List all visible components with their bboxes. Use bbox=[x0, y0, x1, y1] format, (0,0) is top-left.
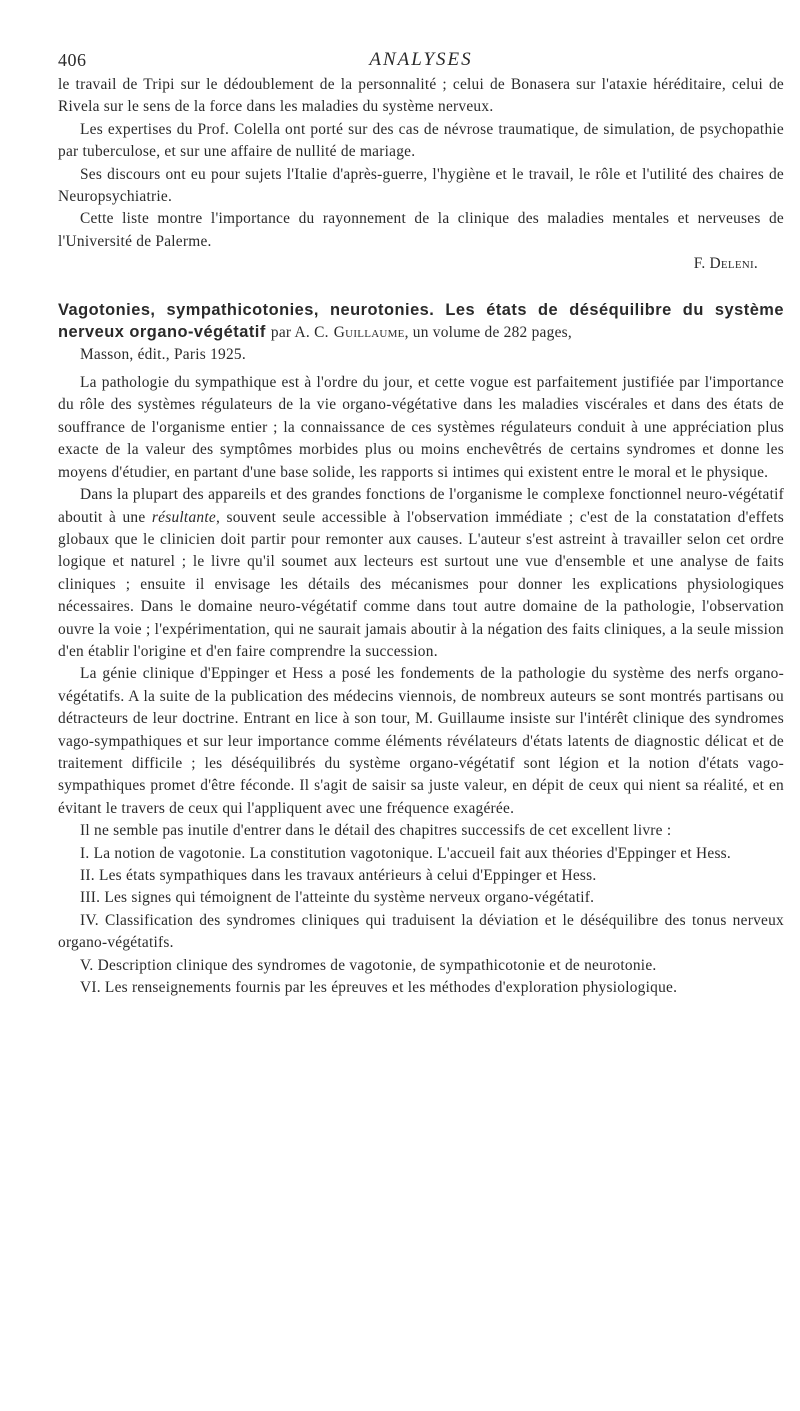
review-title: Vagotonies, sympathicotonies, neurotonies. Les états de déséquilibre du système nerveux organo-végétatif bbox=[58, 300, 784, 341]
paragraph: le travail de Tripi sur le dédoublement de la personnalité ; celui de Bonasera sur l'ataxie héréditaire, celui de Rivela sur le sens de la force dans les maladies du système nerveux. bbox=[58, 76, 784, 116]
chapter-item: VI. Les renseignements fournis par les épreuves et les méthodes d'exploration physiologique. bbox=[80, 979, 678, 997]
document-page bbox=[58, 40, 784, 1400]
emphasis: résultante bbox=[151, 508, 216, 526]
book-details: , un volume de 282 pages, bbox=[404, 323, 572, 341]
running-head bbox=[58, 40, 784, 74]
paragraph: Les expertises du Prof. Colella ont porté sur des cas de névrose traumatique, de simulation, de psychopathie par tuberculose, et sur une affaire de nullité de mariage. bbox=[58, 120, 784, 161]
signature-line bbox=[58, 253, 784, 275]
text-run: Dans la plupart des appareils et des grandes fonctions de l'organisme le complexe fonctionnel neuro-végétatif aboutit à une bbox=[58, 486, 784, 526]
signature: F. Deleni. bbox=[693, 255, 758, 273]
paragraph: Ses discours ont eu pour sujets l'Italie d'après-guerre, l'hygiène et le travail, le rôle et l'utilité des chaires de Neuropsychiatrie. bbox=[58, 165, 784, 206]
author-name: Guillaume bbox=[333, 323, 405, 341]
chapter-item: III. Les signes qui témoignent de l'atteinte du système nerveux organo-végétatif. bbox=[80, 889, 595, 907]
body-text bbox=[58, 74, 784, 999]
publisher: Masson, édit., Paris 1925. bbox=[80, 345, 246, 363]
closing-paragraph bbox=[58, 208, 784, 253]
review-heading bbox=[58, 299, 784, 344]
paragraph: Il ne semble pas inutile d'entrer dans le détail des chapitres successifs de cet excellent livre : bbox=[80, 822, 672, 840]
chapter-item: II. Les états sympathiques dans les travaux antérieurs à celui d'Eppinger et Hess. bbox=[80, 867, 597, 884]
paragraph: Cette liste montre l'importance du rayonnement de la clinique des maladies mentales et nerveuses de l'Université de Palerme. bbox=[58, 210, 784, 250]
page-number: 406 bbox=[58, 50, 87, 70]
chapter-item: V. Description clinique des syndromes de vagotonie, de sympathicotonie et de neurotonie. bbox=[80, 956, 657, 974]
author-prefix: par A. C. bbox=[270, 323, 329, 341]
paragraph bbox=[58, 484, 784, 663]
chapter-item: I. La notion de vagotonie. La constitution vagotonique. L'accueil fait aux théories d'Eppinger et Hess. bbox=[80, 844, 732, 862]
running-title: ANALYSES bbox=[369, 49, 473, 70]
paragraph: La génie clinique d'Eppinger et Hess a posé les fondements de la pathologie du système des nerfs organo-végétatifs. A la suite de la publication des médecins viennois, de nombreux auteurs se sont montrés partisans ou détracteurs de leur doctrine. Entrant en lice à son tour, M. Guillaume insiste sur l'intérêt clinique des syndromes vago-sympathiques et sur leur importance comme éléments révélateurs d'états latents de diagnostic délicat et de traitement difficile ; les déséquilibrés du système organo-végétatif sont légion et la notion d'états vago-sympathiques promet d'être féconde. Il s'agit de saisir sa juste valeur, en dépit de ceux qui nient sa réalité, et en évitant le travers de ceux qui l'appliquent avec une fréquence exagérée. bbox=[58, 665, 784, 817]
chapter-item: IV. Classification des syndromes cliniques qui traduisent la déviation et le déséquilibre des tonus nerveux organo-végétatifs. bbox=[58, 911, 784, 952]
paragraph: La pathologie du sympathique est à l'ordre du jour, et cette vogue est parfaitement justifiée par l'importance du rôle des systèmes régulateurs de la vie organo-végétative dans les maladies viscérales et dans des états de souffrance de l'organisme entier ; la connaissance de ces systèmes régulateurs conduit à une appréciation plus exacte de la valeur des symptômes morbides plus ou moins enchevêtrés de certains syndromes et donne les moyens d'étudier, en partant d'une base solide, les rapports si intimes qui existent entre le moral et le physique. bbox=[58, 374, 784, 481]
text-run: , souvent seule accessible à l'observation immédiate ; c'est de la constatation d'effets globaux que le clinicien doit partir pour remonter aux causes. L'auteur s'est astreint à travailler selon cet ordre logique et naturel ; le livre qu'il soumet aux lecteurs est surtout une vue d'ensemble et une analyse de faits cliniques ; ensuite il envisage les détails des mécanismes pour donner les explications physiologiques nécessaires. Dans le domaine neuro-végétatif comme dans tout autre domaine de la pathologie, l'observation ouvre la voie ; l'expérimentation, qui ne saurait jamais aboutir à la négation des faits cliniques, a la seule mission d'en établir l'origine et d'en faire comprendre la succession. bbox=[58, 508, 784, 660]
